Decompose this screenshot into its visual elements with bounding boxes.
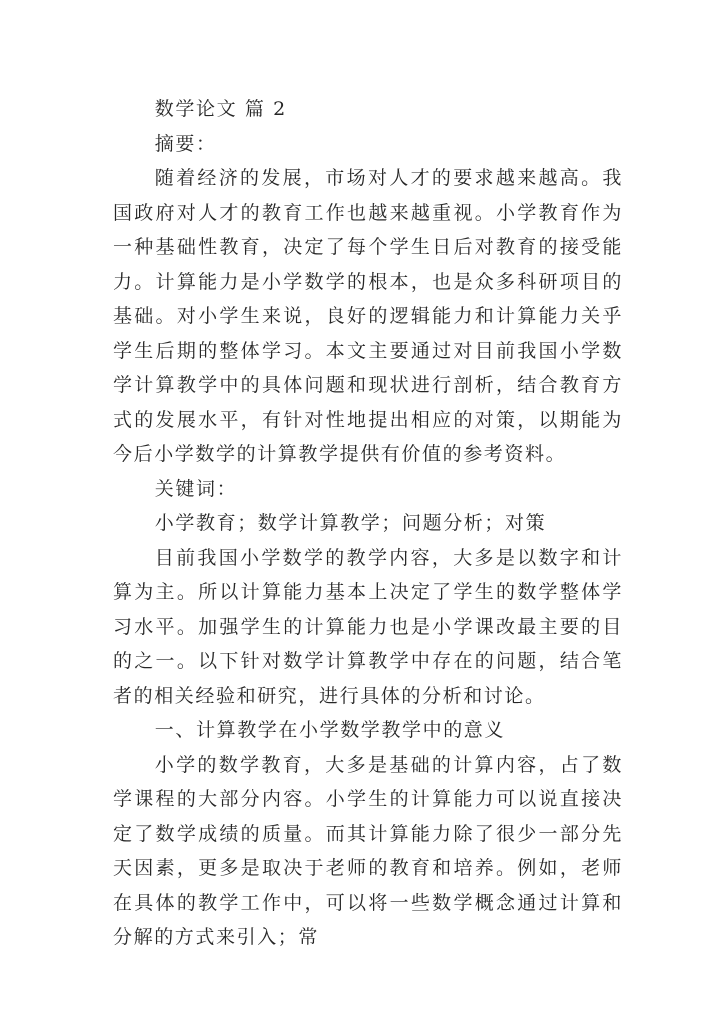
- section-heading: 一、计算教学在小学数学教学中的意义: [154, 719, 505, 741]
- keywords-paragraph: 小学教育；数学计算教学；问题分析；对策: [154, 512, 547, 534]
- section-paragraph: 小学的数学教育，大多是基础的计算内容，占了数学课程的大部分内容。小学生的计算能力可以说直接决定了数学成绩的质量。而其计算能力除了很少一部分先天因素，更多是取决于老师的教育和培养。例如，老师在具体的教学工作中，可以将一些数学概念通过计算和分解的方式来引入；常: [113, 753, 623, 948]
- keywords-label: 关键词：: [154, 477, 238, 500]
- document-body: [113, 92, 623, 955]
- document-title: 数学论文 篇 2: [154, 98, 287, 120]
- abstract-label: 摘要：: [154, 132, 217, 155]
- abstract-paragraph: 随着经济的发展，市场对人才的要求越来越高。我国政府对人才的教育工作也越来越重视。小学教育作为一种基础性教育，决定了每个学生日后对教育的接受能力。计算能力是小学数学的根本，也是众多科研项目的基础。对小学生来说，良好的逻辑能力和计算能力关乎学生后期的整体学习。本文主要通过对目前我国小学数学计算教学中的具体问题和现状进行剖析，结合教育方式的发展水平，有针对性地提出相应的对策，以期能为今后小学数学的计算教学提供有价值的参考资料。: [113, 167, 623, 465]
- intro-paragraph: 目前我国小学数学的教学内容，大多是以数字和计算为主。所以计算能力基本上决定了学生的数学整体学习水平。加强学生的计算能力也是小学课改最主要的目的之一。以下针对数学计算教学中存在的问题，结合笔者的相关经验和研究，进行具体的分析和讨论。: [113, 546, 623, 707]
